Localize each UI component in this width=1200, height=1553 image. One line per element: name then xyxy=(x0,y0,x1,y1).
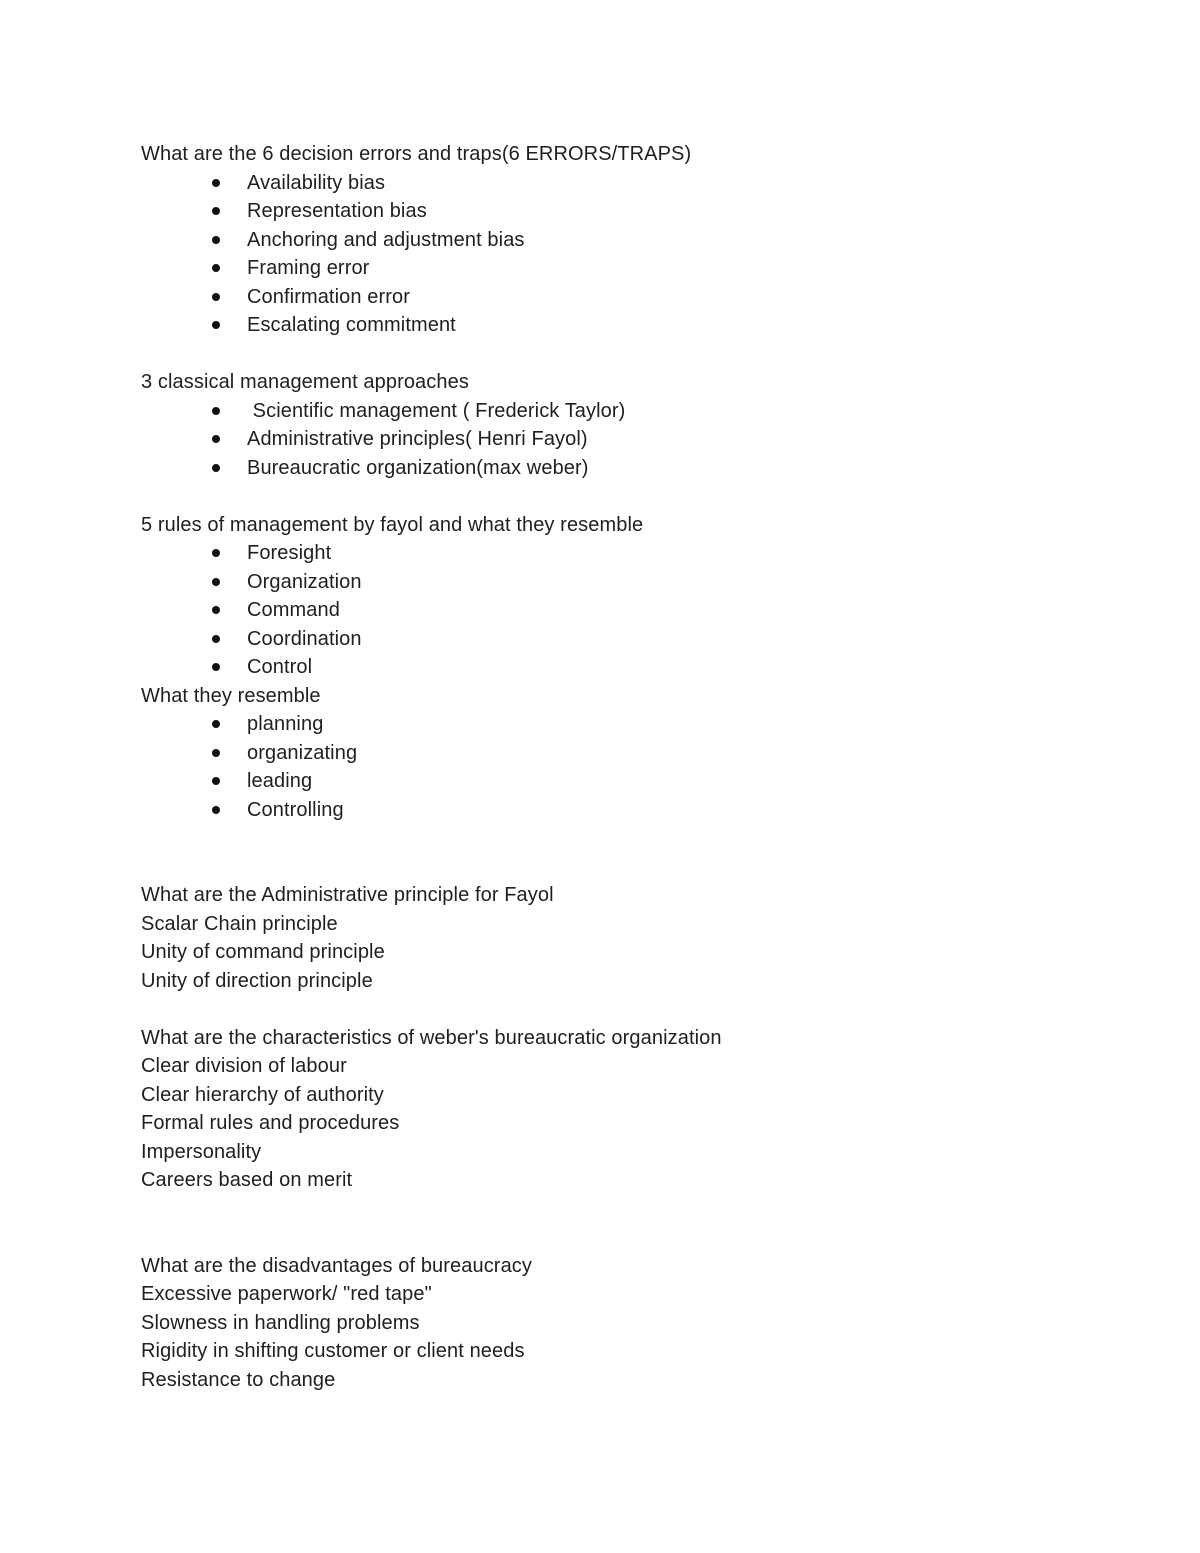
bullet-icon xyxy=(212,264,220,272)
list-item-text: Framing error xyxy=(247,257,370,279)
text-line: Rigidity in shifting customer or client needs xyxy=(141,1340,525,1362)
list-item xyxy=(141,311,1101,340)
list-item xyxy=(141,226,1101,255)
spacer xyxy=(141,1195,1101,1224)
document-body xyxy=(141,140,1101,1394)
bullet-icon xyxy=(212,606,220,614)
section-heading-weber-characteristics: What are the characteristics of weber's bureaucratic organization xyxy=(141,1026,722,1049)
list-item xyxy=(141,197,1101,226)
bullet-icon xyxy=(212,578,220,586)
list-item xyxy=(141,653,1101,682)
list-item-text: Scientific management ( Frederick Taylor) xyxy=(247,399,626,422)
list-item xyxy=(141,710,1101,739)
list-item-text: Command xyxy=(247,599,340,621)
text-line: Slowness in handling problems xyxy=(141,1311,420,1334)
bullet-icon xyxy=(212,635,220,643)
list-item-text: Controlling xyxy=(247,798,344,821)
list-item-text: Organization xyxy=(247,570,362,593)
list-item xyxy=(141,169,1101,198)
list-item-text: leading xyxy=(247,770,313,792)
section-heading-classical-approaches: 3 classical management approaches xyxy=(141,371,469,393)
bullet-icon xyxy=(212,720,220,728)
subheading-what-they-resemble: What they resemble xyxy=(141,684,321,707)
bullet-icon xyxy=(212,806,220,814)
list-item-text: Coordination xyxy=(247,627,362,650)
text-line: Scalar Chain principle xyxy=(141,912,338,935)
list-item-text: Confirmation error xyxy=(247,285,410,308)
list-item xyxy=(141,767,1101,796)
text-line: Excessive paperwork/ "red tape" xyxy=(141,1283,432,1305)
spacer xyxy=(141,482,1101,511)
decision-errors-list xyxy=(141,169,1101,340)
list-item xyxy=(141,425,1101,454)
spacer xyxy=(141,995,1101,1024)
list-item xyxy=(141,397,1101,426)
section-heading-fayol-rules: 5 rules of management by fayol and what they resemble xyxy=(141,513,644,536)
list-item-text: Representation bias xyxy=(247,200,427,222)
list-item-text: Availability bias xyxy=(247,171,386,194)
bullet-icon xyxy=(212,464,220,472)
text-line: Formal rules and procedures xyxy=(141,1112,400,1134)
section-heading-decision-errors: What are the 6 decision errors and traps(6 ERRORS/TRAPS) xyxy=(141,143,692,165)
bullet-icon xyxy=(212,236,220,244)
bullet-icon xyxy=(212,777,220,785)
bullet-icon xyxy=(212,293,220,301)
list-item-text: Bureaucratic organization(max weber) xyxy=(247,456,589,479)
text-line: Unity of command principle xyxy=(141,941,385,963)
text-line: Impersonality xyxy=(141,1140,262,1163)
list-item xyxy=(141,283,1101,312)
list-item xyxy=(141,596,1101,625)
section-heading-bureaucracy-disadvantages: What are the disadvantages of bureaucracy xyxy=(141,1254,532,1277)
list-item xyxy=(141,568,1101,597)
bullet-icon xyxy=(212,207,220,215)
list-item xyxy=(141,454,1101,483)
fayol-rules-list xyxy=(141,539,1101,682)
bullet-icon xyxy=(212,407,220,415)
bullet-icon xyxy=(212,749,220,757)
text-line: Resistance to change xyxy=(141,1368,336,1391)
list-item-text: Anchoring and adjustment bias xyxy=(247,228,525,251)
list-item xyxy=(141,739,1101,768)
text-line: Clear division of labour xyxy=(141,1055,347,1077)
text-line: Careers based on merit xyxy=(141,1169,353,1191)
text-line: Clear hierarchy of authority xyxy=(141,1083,384,1106)
list-item-text: Foresight xyxy=(247,542,332,564)
bullet-icon xyxy=(212,663,220,671)
spacer xyxy=(141,1223,1101,1252)
list-item-text: Control xyxy=(247,656,313,678)
bullet-icon xyxy=(212,321,220,329)
list-item-text: Administrative principles( Henri Fayol) xyxy=(247,428,588,450)
list-item xyxy=(141,254,1101,283)
section-heading-administrative-principles: What are the Administrative principle for Fayol xyxy=(141,884,554,906)
spacer xyxy=(141,824,1101,853)
list-item-text: planning xyxy=(247,713,324,735)
text-line: Unity of direction principle xyxy=(141,969,373,992)
spacer xyxy=(141,853,1101,882)
classical-approaches-list xyxy=(141,397,1101,483)
list-item-text: organizating xyxy=(247,741,358,764)
list-item xyxy=(141,625,1101,654)
list-item-text: Escalating commitment xyxy=(247,314,456,336)
list-item xyxy=(141,796,1101,825)
resemble-list xyxy=(141,710,1101,824)
bullet-icon xyxy=(212,179,220,187)
list-item xyxy=(141,539,1101,568)
bullet-icon xyxy=(212,549,220,557)
spacer xyxy=(141,340,1101,369)
bullet-icon xyxy=(212,435,220,443)
